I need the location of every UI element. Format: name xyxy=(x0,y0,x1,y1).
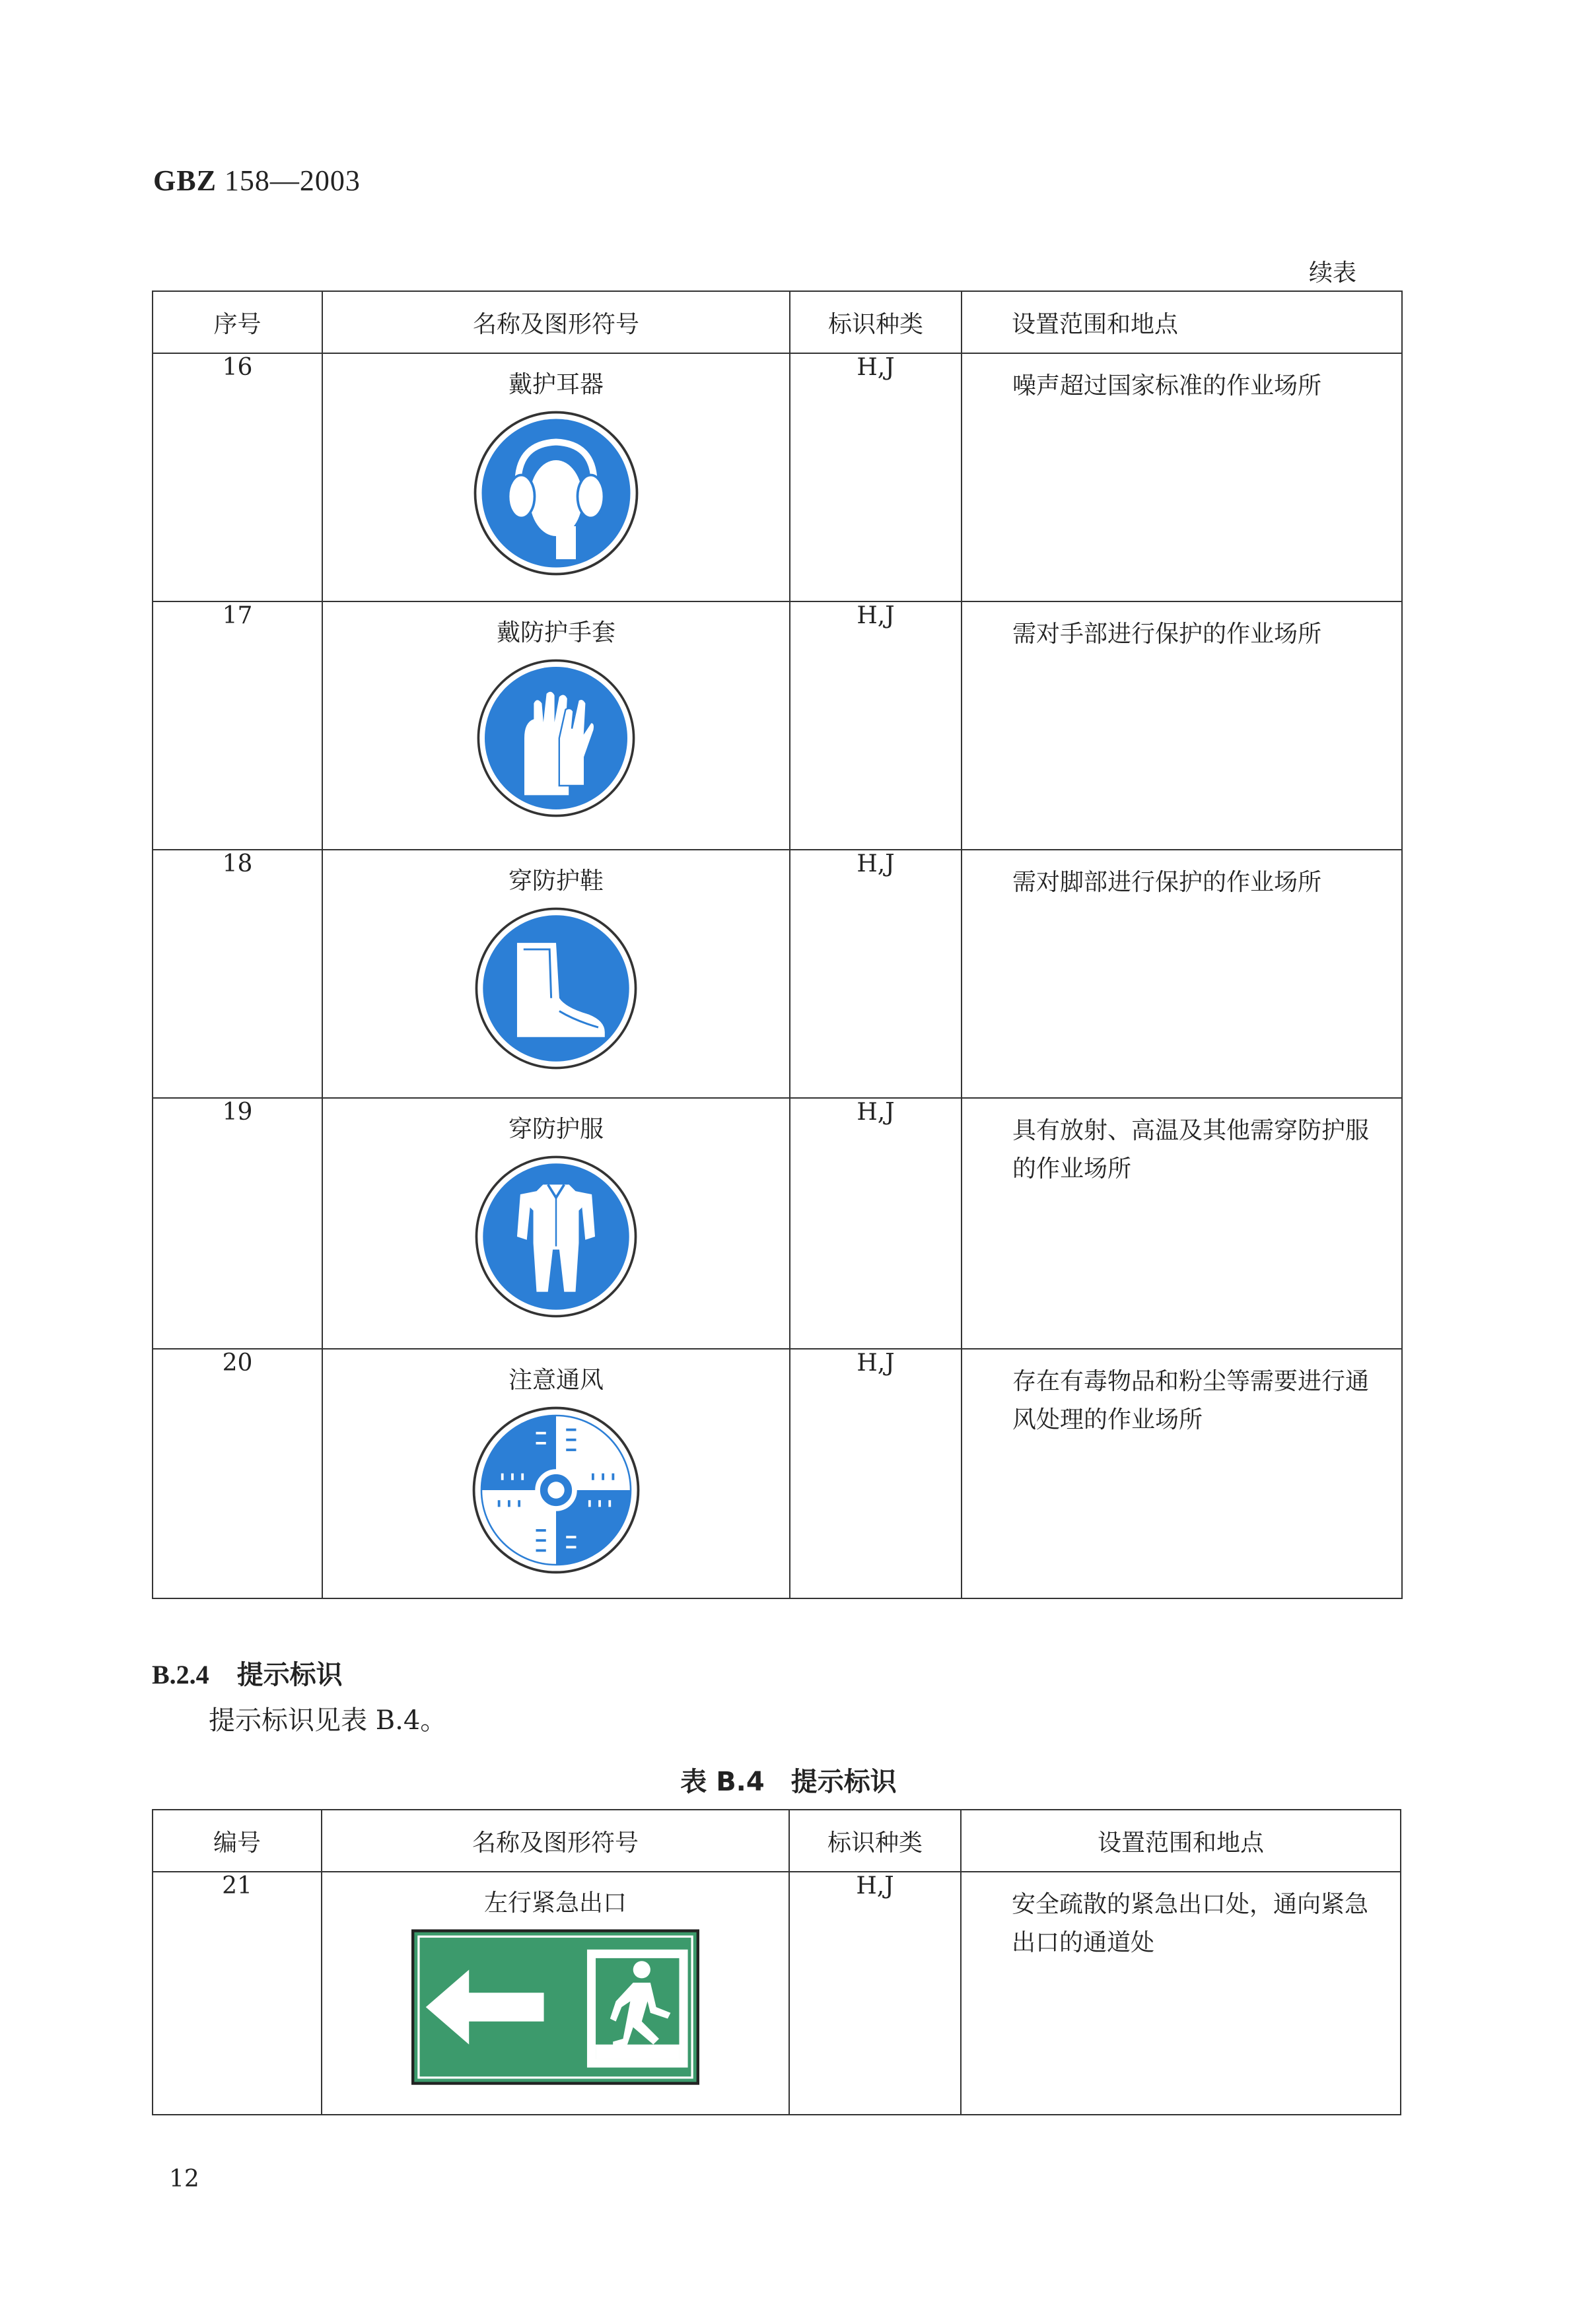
sign-name: 戴护耳器 xyxy=(508,371,604,398)
table-header-row xyxy=(153,291,1402,353)
section-text: 提示标识见表 B.4。 xyxy=(209,1705,447,1736)
sign-type: H,J xyxy=(789,1872,961,2115)
table-title: 表 B.4 提示标识 xyxy=(680,1767,897,1797)
table-row xyxy=(153,353,1402,601)
sign-cell xyxy=(322,1098,790,1349)
sign-type: H,J xyxy=(790,601,962,850)
sign-name: 穿防护鞋 xyxy=(508,868,604,895)
mandatory-signs-table xyxy=(152,290,1403,1599)
header-place: 设置范围和地点 xyxy=(962,291,1402,353)
header-no: 序号 xyxy=(153,291,322,353)
table-header-row xyxy=(153,1810,1401,1872)
sign-cell xyxy=(322,850,790,1098)
header-type: 标识种类 xyxy=(790,291,962,353)
page-number: 12 xyxy=(169,2166,199,2193)
continued-label: 续表 xyxy=(1308,259,1356,287)
protective-boots-icon xyxy=(475,907,637,1070)
protective-suit-icon xyxy=(475,1155,637,1318)
sign-type: H,J xyxy=(790,353,962,601)
header-name: 名称及图形符号 xyxy=(322,291,790,353)
sign-type: H,J xyxy=(790,1349,962,1598)
section-heading xyxy=(152,1654,343,1692)
sign-place: 需对脚部进行保护的作业场所 xyxy=(962,850,1402,1098)
row-number: 17 xyxy=(153,601,322,850)
section-title: 提示标识 xyxy=(236,1660,343,1690)
sign-cell xyxy=(322,353,790,601)
row-number: 19 xyxy=(153,1098,322,1349)
prompt-signs-table xyxy=(152,1809,1401,2115)
section-number: B.2.4 xyxy=(152,1660,209,1690)
sign-place: 安全疏散的紧急出口处，通向紧急出口的通道处 xyxy=(961,1872,1401,2115)
table-row xyxy=(153,850,1402,1098)
table-row xyxy=(153,601,1402,850)
sign-place: 需对手部进行保护的作业场所 xyxy=(962,601,1402,850)
row-number: 20 xyxy=(153,1349,322,1598)
table-row xyxy=(153,1872,1401,2115)
row-number: 18 xyxy=(153,850,322,1098)
document-code: GBZ 158—2003 xyxy=(153,164,361,197)
sign-name: 戴防护手套 xyxy=(496,619,615,646)
sign-name: 穿防护服 xyxy=(508,1116,604,1143)
sign-place: 存在有毒物品和粉尘等需要进行通风处理的作业场所 xyxy=(962,1349,1402,1598)
sign-cell xyxy=(322,1872,789,2115)
left-emergency-exit-icon xyxy=(411,1929,699,2085)
row-number: 16 xyxy=(153,353,322,601)
protective-gloves-icon xyxy=(477,659,635,817)
header-place: 设置范围和地点 xyxy=(961,1810,1401,1872)
ventilation-fan-icon xyxy=(472,1406,640,1574)
sign-type: H,J xyxy=(790,850,962,1098)
table-row xyxy=(153,1098,1402,1349)
sign-name: 左行紧急出口 xyxy=(483,1890,627,1917)
sign-cell xyxy=(322,601,790,850)
row-number: 21 xyxy=(153,1872,322,2115)
sign-place: 具有放射、高温及其他需穿防护服的作业场所 xyxy=(962,1098,1402,1349)
sign-place: 噪声超过国家标准的作业场所 xyxy=(962,353,1402,601)
sign-name: 注意通风 xyxy=(508,1367,604,1394)
ear-protector-icon xyxy=(473,411,639,576)
table-row xyxy=(153,1349,1402,1598)
header-type: 标识种类 xyxy=(789,1810,961,1872)
header-name: 名称及图形符号 xyxy=(322,1810,789,1872)
sign-cell xyxy=(322,1349,790,1598)
header-no: 编号 xyxy=(153,1810,322,1872)
sign-type: H,J xyxy=(790,1098,962,1349)
